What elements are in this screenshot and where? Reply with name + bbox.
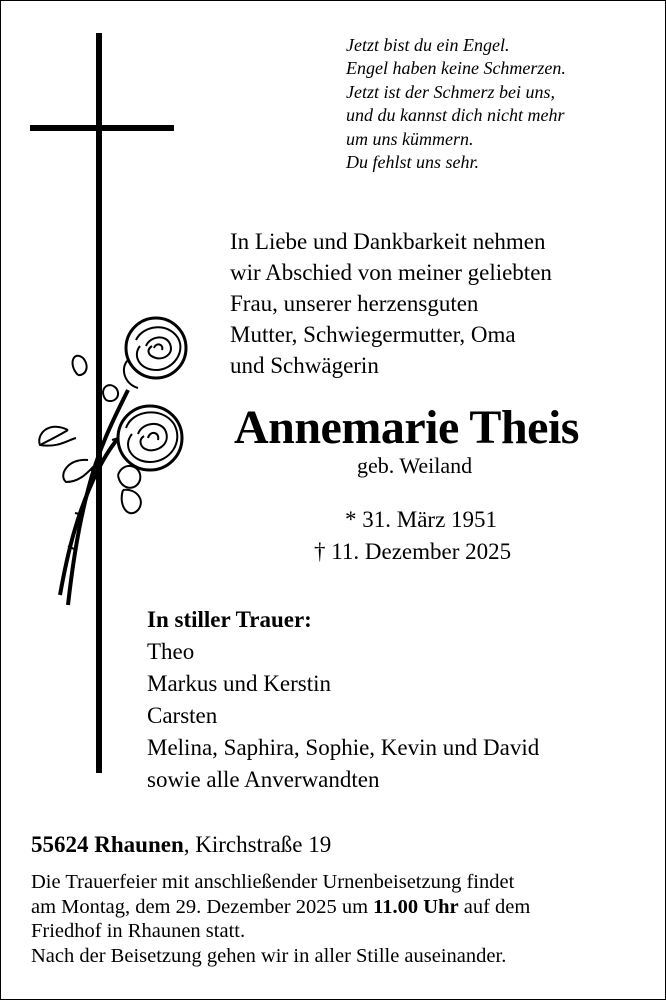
poem-line: Jetzt bist du ein Engel.: [346, 35, 510, 55]
address-separator: ,: [183, 832, 196, 857]
death-date: † 11. Dezember 2025: [314, 539, 512, 564]
mourners-heading: In stiller Trauer:: [147, 607, 312, 632]
roses-illustration: [28, 310, 198, 610]
birth-date: * 31. März 1951: [345, 507, 498, 532]
ceremony-time: 11.00 Uhr: [373, 895, 459, 918]
poem-line: um uns kümmern.: [346, 128, 474, 149]
ceremony-date-text: am Montag, dem 29. Dezember 2025 um: [31, 895, 374, 918]
mourners-list: [147, 604, 647, 796]
poem: [346, 34, 646, 174]
ceremony-line: [31, 895, 651, 920]
maiden-name: geb. Weiland: [357, 453, 473, 478]
ceremony-info: [31, 870, 651, 968]
ceremony-line: Nach der Beisetzung gehen wir in aller Stille auseinander.: [31, 944, 507, 967]
intro-line: wir Abschied von meiner geliebten: [230, 260, 552, 285]
poem-line: Du fehlst uns sehr.: [346, 152, 480, 173]
mourner-entry: Markus und Kerstin: [147, 671, 331, 696]
intro-line: Frau, unserer herzensguten: [230, 291, 479, 316]
ceremony-line: Friedhof in Rhaunen statt.: [31, 920, 246, 942]
intro-line: In Liebe und Dankbarkeit nehmen: [230, 229, 546, 254]
address: [31, 830, 331, 860]
poem-line: Engel haben keine Schmerzen.: [346, 58, 566, 79]
cross-horizontal-beam: [30, 125, 174, 131]
mourner-entry: Melina, Saphira, Sophie, Kevin und David: [147, 735, 540, 760]
deceased-name: Annemarie Theis: [234, 401, 579, 454]
intro-line: Mutter, Schwiegermutter, Oma: [230, 322, 516, 347]
intro-text: [230, 226, 650, 381]
mourner-entry: Carsten: [147, 703, 218, 728]
poem-line: und du kannst dich nicht mehr: [346, 105, 565, 126]
address-city: 55624 Rhaunen: [31, 832, 184, 857]
mourner-entry: sowie alle Anverwandten: [147, 767, 380, 792]
ceremony-line: Die Trauerfeier mit anschließender Urnenbeisetzung findet: [31, 871, 515, 893]
poem-line: Jetzt ist der Schmerz bei uns,: [346, 81, 555, 102]
mourner-entry: Theo: [147, 639, 195, 664]
address-street: Kirchstraße 19: [195, 832, 332, 857]
ceremony-line-end: auf dem: [458, 895, 531, 918]
intro-line: und Schwägerin: [230, 353, 379, 378]
